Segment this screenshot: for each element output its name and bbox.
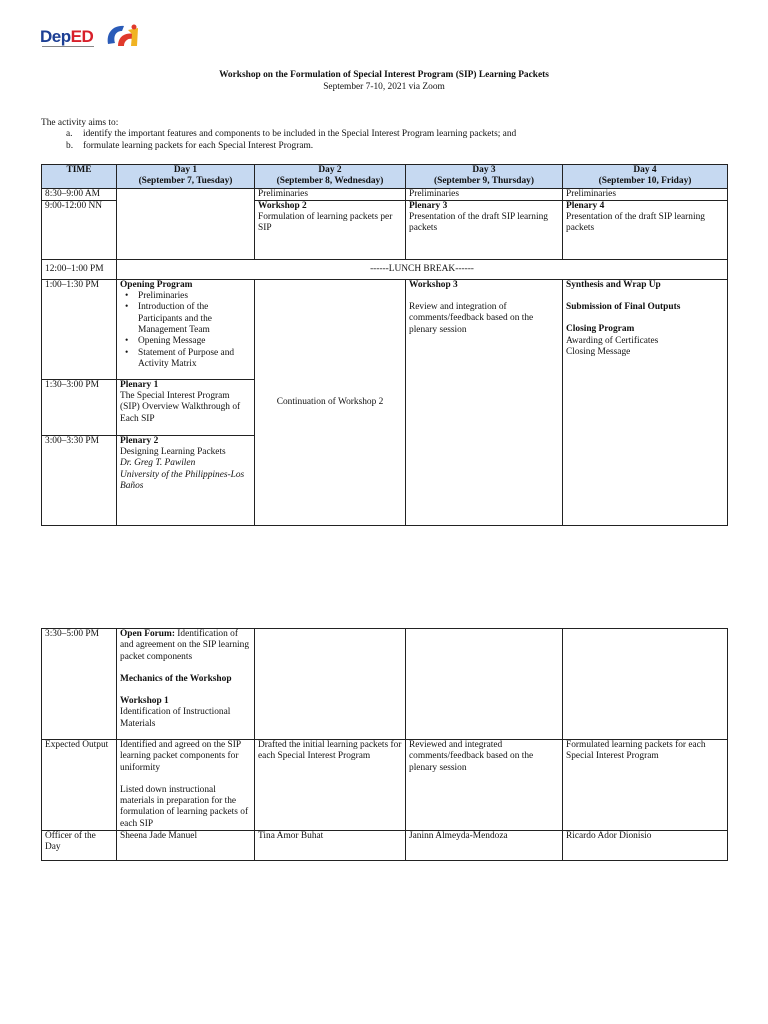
time-header: TIME bbox=[42, 165, 117, 189]
schedule-cell: Janinn Almeyda-Mendoza bbox=[406, 831, 563, 861]
schedule-cell: Preliminaries bbox=[255, 188, 406, 200]
activity-aims bbox=[41, 118, 731, 152]
opening-program-list bbox=[120, 291, 251, 370]
schedule-cell: Preliminaries bbox=[563, 188, 728, 200]
list-item: • Opening Message bbox=[138, 336, 251, 347]
time-cell: 3:30–5:00 PM bbox=[42, 629, 117, 740]
aims-lead: The activity aims to: bbox=[41, 118, 119, 128]
schedule-table-part2 bbox=[41, 628, 728, 861]
table-row bbox=[42, 188, 728, 200]
schedule-table-part1 bbox=[41, 164, 728, 526]
aims-item: a. identify the important features and components to be included in the Special Interest Program learning packets; and bbox=[66, 129, 517, 140]
day-header: Day 1 (September 7, Tuesday) bbox=[117, 165, 255, 189]
table-row bbox=[42, 629, 728, 740]
time-cell: 12:00–1:00 PM bbox=[42, 259, 117, 279]
schedule-cell: Ricardo Ador Dionisio bbox=[563, 831, 728, 861]
officer-row bbox=[42, 831, 728, 861]
schedule-cell: Drafted the initial learning packets for each Special Interest Program bbox=[255, 740, 406, 831]
row-label: Officer of the Day bbox=[42, 831, 117, 861]
schedule-cell bbox=[117, 188, 255, 259]
schedule-cell: Opening Program • Preliminaries • Introduction of the Participants and the Management Team • Opening Message • Statement of Purpose and Activity Matrix bbox=[117, 279, 255, 379]
document-subtitle: September 7-10, 2021 via Zoom bbox=[323, 81, 445, 92]
document-title-block bbox=[0, 70, 768, 93]
sdo-seal-logo bbox=[104, 22, 142, 50]
schedule-cell: Open Forum: Identification of and agreement on the SIP learning packet components Mechanics of the Workshop Workshop 1 Identification of Instructional Materials bbox=[117, 629, 255, 740]
schedule-cell: Continuation of Workshop 2 bbox=[255, 279, 406, 525]
list-item: • Preliminaries bbox=[138, 291, 251, 302]
schedule-cell: Workshop 3 Review and integration of comments/feedback based on the plenary session bbox=[406, 279, 563, 525]
day-header: Day 3 (September 9, Thursday) bbox=[406, 165, 563, 189]
schedule-cell bbox=[406, 629, 563, 740]
time-cell: 1:30–3:00 PM bbox=[42, 379, 117, 435]
header-logos bbox=[40, 22, 150, 52]
document-title: Workshop on the Formulation of Special Interest Program (SIP) Learning Packets bbox=[219, 70, 549, 80]
deped-logo: DepED bbox=[40, 27, 94, 46]
aims-list bbox=[41, 129, 731, 152]
deped-logo-underline bbox=[42, 46, 94, 50]
table-row bbox=[42, 279, 728, 379]
schedule-cell: Plenary 3 Presentation of the draft SIP learning packets bbox=[406, 200, 563, 259]
lunch-row bbox=[42, 259, 728, 279]
day-header: Day 4 (September 10, Friday) bbox=[563, 165, 728, 189]
aims-item: b. formulate learning packets for each Special Interest Program. bbox=[66, 140, 314, 151]
expected-output-row bbox=[42, 740, 728, 831]
time-cell: 8:30–9:00 AM bbox=[42, 188, 117, 200]
list-item: • Statement of Purpose and Activity Matrix bbox=[138, 348, 251, 371]
schedule-cell: Plenary 2 Designing Learning Packets Dr. Greg T. Pawilen University of the Philippines-Los Baños bbox=[117, 435, 255, 525]
schedule-cell bbox=[255, 629, 406, 740]
time-cell: 1:00–1:30 PM bbox=[42, 279, 117, 379]
table-header-row bbox=[42, 165, 728, 189]
schedule-cell bbox=[563, 629, 728, 740]
schedule-cell: Workshop 2 Formulation of learning packets per SIP bbox=[255, 200, 406, 259]
row-label: Expected Output bbox=[42, 740, 117, 831]
day-header: Day 2 (September 8, Wednesday) bbox=[255, 165, 406, 189]
schedule-cell: Tina Amor Buhat bbox=[255, 831, 406, 861]
schedule-cell: Formulated learning packets for each Special Interest Program bbox=[563, 740, 728, 831]
schedule-cell: Preliminaries bbox=[406, 188, 563, 200]
schedule-cell: Sheena Jade Manuel bbox=[117, 831, 255, 861]
lunch-break-cell: ------LUNCH BREAK------ bbox=[117, 259, 728, 279]
list-item: • Introduction of the Participants and the Management Team bbox=[138, 302, 251, 336]
schedule-cell: Synthesis and Wrap Up Submission of Final Outputs Closing Program Awarding of Certificates Closing Message bbox=[563, 279, 728, 525]
time-cell: 3:00–3:30 PM bbox=[42, 435, 117, 525]
time-cell: 9:00-12:00 NN bbox=[42, 200, 117, 259]
schedule-cell: Reviewed and integrated comments/feedback based on the plenary session bbox=[406, 740, 563, 831]
schedule-cell: Plenary 4 Presentation of the draft SIP learning packets bbox=[563, 200, 728, 259]
schedule-cell: Plenary 1 The Special Interest Program (SIP) Overview Walkthrough of Each SIP bbox=[117, 379, 255, 435]
schedule-cell: Identified and agreed on the SIP learning packet components for uniformity Listed down instructional materials in preparation for the formulation of learning packets of each SIP bbox=[117, 740, 255, 831]
